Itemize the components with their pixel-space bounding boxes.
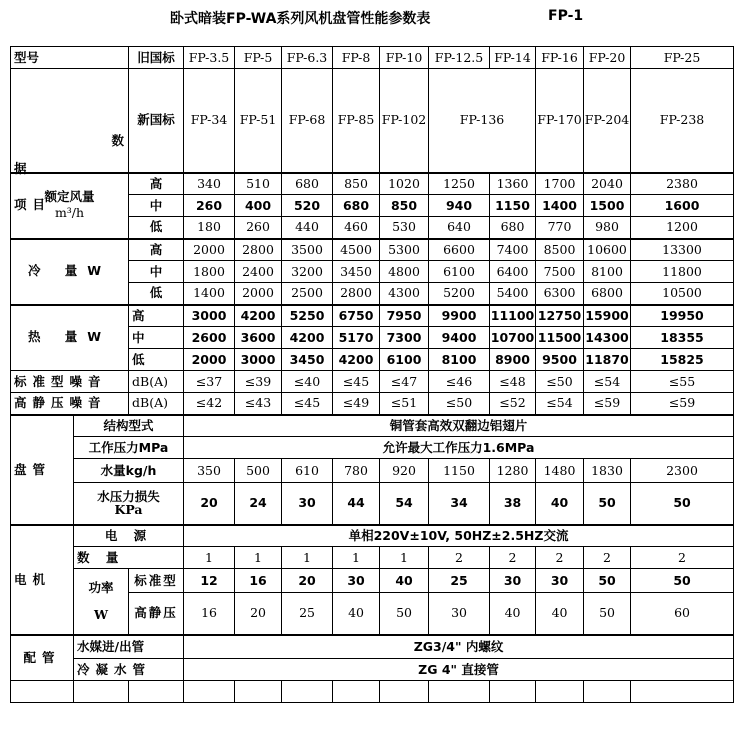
level-label: 低 (129, 217, 184, 239)
coil-water-value: 1280 (490, 459, 536, 483)
heating-value: 3000 (235, 349, 282, 371)
noise-standard-value: ≤40 (282, 371, 333, 393)
piping-label (11, 635, 74, 681)
cooling-value: 1800 (184, 261, 235, 283)
coil-structure-label: 结构型式 (74, 415, 184, 437)
noise-high-static-label: 高静压噪音 (11, 393, 129, 415)
motor-count-value: 2 (536, 547, 584, 569)
noise-high-static-value: ≤42 (184, 393, 235, 415)
level-label: 高 (129, 239, 184, 261)
empty-cell (282, 681, 333, 703)
old-model: FP-20 (584, 47, 631, 69)
cooling-value: 1400 (184, 283, 235, 305)
new-standard-label: 新国标 (129, 69, 184, 173)
cooling-value: 5200 (429, 283, 490, 305)
noise-high-static-value: ≤54 (536, 393, 584, 415)
motor-standard-value: 12 (184, 569, 235, 593)
piping-drain-label (74, 659, 184, 681)
cooling-value: 6300 (536, 283, 584, 305)
power-unit: W (93, 607, 109, 623)
heating-value: 15825 (631, 349, 734, 371)
level-label: 中 (129, 195, 184, 217)
old-model: FP-6.3 (282, 47, 333, 69)
old-standard-label: 旧国标 (129, 47, 184, 69)
airflow-value: 2040 (584, 173, 631, 195)
cooling-label-text: 冷 量W (27, 262, 112, 278)
heating-value: 9500 (536, 349, 584, 371)
cooling-value: 7500 (536, 261, 584, 283)
count-label (74, 547, 184, 569)
motor-count-value: 1 (235, 547, 282, 569)
heating-value: 2000 (184, 349, 235, 371)
piping-water-value: ZG3/4" 内螺纹 (184, 635, 734, 659)
cooling-value: 4800 (380, 261, 429, 283)
cooling-value: 2500 (282, 283, 333, 305)
airflow-value: 530 (380, 217, 429, 239)
noise-high-static-value: ≤52 (490, 393, 536, 415)
coil-water-value: 610 (282, 459, 333, 483)
motor-standard-value: 30 (536, 569, 584, 593)
coil-loss-value: 44 (333, 483, 380, 525)
airflow-value: 460 (333, 217, 380, 239)
motor-high-static-value: 16 (184, 593, 235, 635)
empty-cell (235, 681, 282, 703)
noise-standard-value: ≤37 (184, 371, 235, 393)
coil-water-value: 780 (333, 459, 380, 483)
motor-count-value: 2 (631, 547, 734, 569)
old-model: FP-12.5 (429, 47, 490, 69)
coil-label (11, 415, 74, 525)
power-supply-label-text: 电 源 (104, 527, 153, 543)
heating-label-text: 热 量W (27, 329, 112, 345)
new-model: FP-85 (333, 69, 380, 173)
coil-loss-value: 30 (282, 483, 333, 525)
heating-value: 11500 (536, 327, 584, 349)
airflow-value: 1150 (490, 195, 536, 217)
old-model: FP-10 (380, 47, 429, 69)
airflow-value: 1600 (631, 195, 734, 217)
cooling-value: 4300 (380, 283, 429, 305)
power-supply-label (74, 525, 184, 547)
coil-pressure-label: 工作压力MPa (74, 437, 184, 459)
cooling-value: 3500 (282, 239, 333, 261)
motor-standard-label: 标准型 (129, 569, 184, 593)
noise-standard-value: ≤48 (490, 371, 536, 393)
cooling-value: 13300 (631, 239, 734, 261)
piping-label-text: 配管 (23, 649, 61, 665)
spec-table (10, 46, 734, 703)
airflow-value: 940 (429, 195, 490, 217)
noise-unit: dB(A) (129, 393, 184, 415)
heating-value: 3000 (184, 305, 235, 327)
new-model: FP-51 (235, 69, 282, 173)
cooling-value: 6400 (490, 261, 536, 283)
airflow-value: 1700 (536, 173, 584, 195)
empty-cell (490, 681, 536, 703)
heating-value: 10700 (490, 327, 536, 349)
document-code: FP-1 (548, 8, 584, 24)
motor-high-static-value: 25 (282, 593, 333, 635)
noise-high-static-value: ≤50 (429, 393, 490, 415)
cooling-value: 5300 (380, 239, 429, 261)
motor-label (11, 525, 74, 635)
cooling-value: 8500 (536, 239, 584, 261)
old-model: FP-5 (235, 47, 282, 69)
motor-high-static-value: 40 (536, 593, 584, 635)
cooling-value: 7400 (490, 239, 536, 261)
heating-value: 7950 (380, 305, 429, 327)
coil-loss-unit: KPa (114, 502, 143, 518)
heating-value: 3450 (282, 349, 333, 371)
coil-label-text: 盘管 (14, 461, 52, 477)
noise-standard-value: ≤45 (333, 371, 380, 393)
noise-standard-value: ≤54 (584, 371, 631, 393)
page-title: 卧式暗装FP-WA系列风机盘管性能参数表 (170, 11, 431, 27)
level-label: 中 (129, 261, 184, 283)
motor-high-static-value: 60 (631, 593, 734, 635)
heating-value: 4200 (333, 349, 380, 371)
cooling-value: 2000 (235, 283, 282, 305)
motor-count-value: 2 (584, 547, 631, 569)
old-model: FP-14 (490, 47, 536, 69)
power-label-text: 功率 (88, 579, 114, 595)
coil-water-label: 水量kg/h (74, 459, 184, 483)
empty-cell (333, 681, 380, 703)
title-bar (0, 8, 751, 30)
new-model: FP-102 (380, 69, 429, 173)
coil-loss-value: 54 (380, 483, 429, 525)
spec-table-body (11, 47, 734, 703)
motor-count-value: 2 (490, 547, 536, 569)
heating-value: 4200 (282, 327, 333, 349)
cooling-value: 2800 (333, 283, 380, 305)
noise-standard-value: ≤47 (380, 371, 429, 393)
new-model: FP-238 (631, 69, 734, 173)
cooling-value: 10500 (631, 283, 734, 305)
airflow-value: 520 (282, 195, 333, 217)
empty-cell (11, 681, 74, 703)
old-model: FP-25 (631, 47, 734, 69)
airflow-value: 1500 (584, 195, 631, 217)
cooling-value: 6800 (584, 283, 631, 305)
airflow-value: 340 (184, 173, 235, 195)
empty-cell (584, 681, 631, 703)
motor-count-value: 1 (184, 547, 235, 569)
coil-structure-value: 铜管套高效双翻边铝翅片 (184, 415, 734, 437)
heating-value: 3600 (235, 327, 282, 349)
motor-standard-value: 50 (631, 569, 734, 593)
heating-value: 9900 (429, 305, 490, 327)
airflow-value: 680 (490, 217, 536, 239)
motor-standard-value: 50 (584, 569, 631, 593)
noise-high-static-value: ≤49 (333, 393, 380, 415)
noise-standard-value: ≤50 (536, 371, 584, 393)
heating-value: 6750 (333, 305, 380, 327)
heating-value: 5170 (333, 327, 380, 349)
noise-high-static-value: ≤51 (380, 393, 429, 415)
motor-count-value: 1 (282, 547, 333, 569)
airflow-value: 770 (536, 217, 584, 239)
coil-loss-value: 34 (429, 483, 490, 525)
cooling-value: 4500 (333, 239, 380, 261)
airflow-value: 1250 (429, 173, 490, 195)
airflow-value: 1400 (536, 195, 584, 217)
airflow-value: 850 (380, 195, 429, 217)
coil-loss-label-text: 水压力损失 (97, 488, 160, 504)
motor-standard-value: 30 (333, 569, 380, 593)
motor-label-text: 电机 (14, 571, 52, 587)
airflow-value: 510 (235, 173, 282, 195)
new-model: FP-204 (584, 69, 631, 173)
new-model: FP-170 (536, 69, 584, 173)
coil-loss-value: 50 (631, 483, 734, 525)
cooling-value: 2800 (235, 239, 282, 261)
motor-high-static-value: 40 (333, 593, 380, 635)
heating-value: 11870 (584, 349, 631, 371)
noise-high-static-value: ≤59 (631, 393, 734, 415)
type-label: 型号 (11, 47, 129, 69)
motor-standard-value: 25 (429, 569, 490, 593)
new-model: FP-34 (184, 69, 235, 173)
noise-standard-value: ≤39 (235, 371, 282, 393)
coil-water-value: 1480 (536, 459, 584, 483)
coil-water-value: 500 (235, 459, 282, 483)
cooling-value: 5400 (490, 283, 536, 305)
power-supply-value: 单相220V±10V, 50HZ±2.5HZ交流 (184, 525, 734, 547)
noise-high-static-value: ≤45 (282, 393, 333, 415)
heating-value: 19950 (631, 305, 734, 327)
piping-water-label: 水媒进/出管 (74, 635, 184, 659)
motor-standard-value: 30 (490, 569, 536, 593)
coil-water-value: 1150 (429, 459, 490, 483)
motor-count-value: 1 (380, 547, 429, 569)
motor-high-static-value: 40 (490, 593, 536, 635)
airflow-value: 440 (282, 217, 333, 239)
coil-loss-label (74, 483, 184, 525)
motor-count-value: 1 (333, 547, 380, 569)
old-model: FP-3.5 (184, 47, 235, 69)
cooling-value: 8100 (584, 261, 631, 283)
heating-value: 18355 (631, 327, 734, 349)
airflow-value: 1360 (490, 173, 536, 195)
coil-loss-value: 38 (490, 483, 536, 525)
cooling-value: 3200 (282, 261, 333, 283)
old-model: FP-16 (536, 47, 584, 69)
new-model: FP-136 (429, 69, 536, 173)
motor-high-static-value: 30 (429, 593, 490, 635)
piping-drain-value: ZG 4" 直接管 (184, 659, 734, 681)
airflow-value: 850 (333, 173, 380, 195)
airflow-value: 680 (333, 195, 380, 217)
empty-cell (429, 681, 490, 703)
motor-standard-value: 16 (235, 569, 282, 593)
noise-high-static-value: ≤59 (584, 393, 631, 415)
noise-high-static-value: ≤43 (235, 393, 282, 415)
level-label: 低 (129, 283, 184, 305)
motor-standard-value: 20 (282, 569, 333, 593)
cooling-value: 11800 (631, 261, 734, 283)
piping-drain-label-text: 冷凝水管 (77, 661, 152, 677)
airflow-value: 2380 (631, 173, 734, 195)
coil-water-value: 1830 (584, 459, 631, 483)
level-label: 中 (129, 327, 184, 349)
cooling-value: 3450 (333, 261, 380, 283)
cooling-value: 6100 (429, 261, 490, 283)
old-model: FP-8 (333, 47, 380, 69)
noise-standard-value: ≤46 (429, 371, 490, 393)
cooling-label (11, 239, 129, 305)
heating-label (11, 305, 129, 371)
coil-loss-value: 50 (584, 483, 631, 525)
coil-loss-value: 20 (184, 483, 235, 525)
airflow-value: 180 (184, 217, 235, 239)
airflow-value: 260 (184, 195, 235, 217)
heating-value: 9400 (429, 327, 490, 349)
level-label: 高 (129, 173, 184, 195)
heating-value: 4200 (235, 305, 282, 327)
empty-cell (631, 681, 734, 703)
cooling-value: 6600 (429, 239, 490, 261)
empty-cell (184, 681, 235, 703)
empty-cell (380, 681, 429, 703)
level-label: 高 (129, 305, 184, 327)
heating-value: 6100 (380, 349, 429, 371)
heating-value: 8900 (490, 349, 536, 371)
coil-water-value: 2300 (631, 459, 734, 483)
motor-count-value: 2 (429, 547, 490, 569)
noise-standard-value: ≤55 (631, 371, 734, 393)
airflow-value: 1200 (631, 217, 734, 239)
airflow-value: 400 (235, 195, 282, 217)
coil-loss-value: 24 (235, 483, 282, 525)
motor-high-static-label: 高静压 (129, 593, 184, 635)
motor-high-static-value: 50 (380, 593, 429, 635)
coil-pressure-value: 允许最大工作压力1.6MPa (184, 437, 734, 459)
heating-value: 5250 (282, 305, 333, 327)
coil-water-value: 350 (184, 459, 235, 483)
motor-high-static-value: 50 (584, 593, 631, 635)
airflow-value: 640 (429, 217, 490, 239)
ju-label: 据 (14, 161, 27, 177)
count-label-text: 数 量 (77, 549, 125, 565)
cooling-value: 2400 (235, 261, 282, 283)
heating-value: 14300 (584, 327, 631, 349)
shu-label: 数 (111, 133, 125, 149)
heating-value: 11100 (490, 305, 536, 327)
heating-value: 2600 (184, 327, 235, 349)
new-model: FP-68 (282, 69, 333, 173)
cooling-value: 2000 (184, 239, 235, 261)
item-label: 项目 (14, 197, 52, 213)
heating-value: 8100 (429, 349, 490, 371)
cooling-value: 10600 (584, 239, 631, 261)
empty-cell (74, 681, 129, 703)
power-label (74, 569, 129, 635)
motor-high-static-value: 20 (235, 593, 282, 635)
heating-value: 7300 (380, 327, 429, 349)
airflow-unit: m³/h (54, 204, 85, 220)
empty-cell (129, 681, 184, 703)
noise-unit: dB(A) (129, 371, 184, 393)
airflow-value: 680 (282, 173, 333, 195)
coil-water-value: 920 (380, 459, 429, 483)
motor-standard-value: 40 (380, 569, 429, 593)
airflow-value: 980 (584, 217, 631, 239)
heating-value: 15900 (584, 305, 631, 327)
airflow-label-text: 额定风量 (44, 189, 95, 205)
heating-value: 12750 (536, 305, 584, 327)
coil-loss-value: 40 (536, 483, 584, 525)
airflow-value: 1020 (380, 173, 429, 195)
noise-standard-label: 标准型噪音 (11, 371, 129, 393)
empty-cell (536, 681, 584, 703)
airflow-value: 260 (235, 217, 282, 239)
level-label: 低 (129, 349, 184, 371)
